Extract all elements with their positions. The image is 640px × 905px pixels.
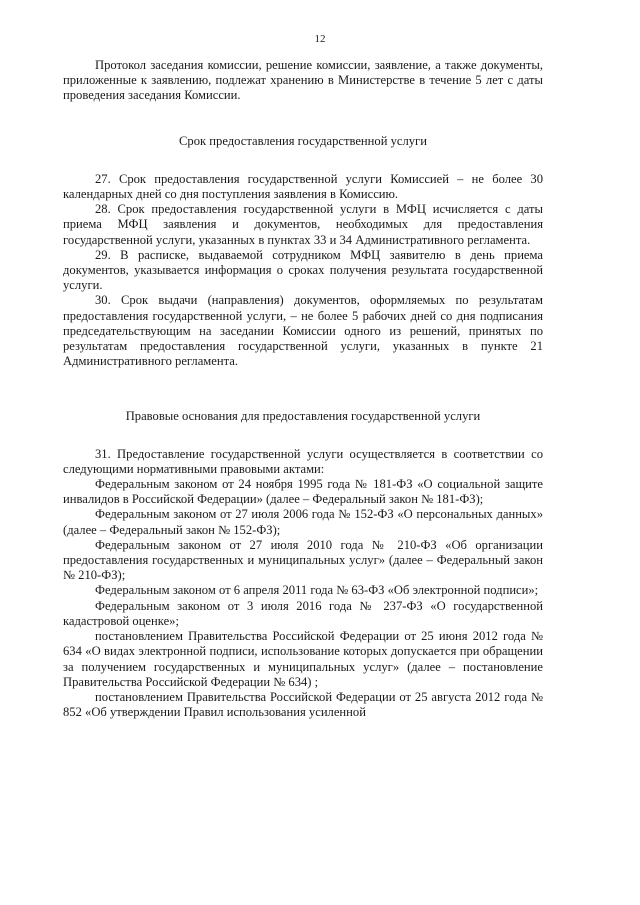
paragraph-31: 31. Предоставление государственной услуги осуществляется в соответствии со следующими нормативными правовыми актами: (63, 446, 543, 476)
legal-act-181-fz: Федеральным законом от 24 ноября 1995 года № 181-ФЗ «О социальной защите инвалидов в Российской Федерации» (далее – Федеральный закон № 181-ФЗ); (63, 477, 543, 507)
legal-act-resolution-852: постановлением Правительства Российской Федерации от 25 августа 2012 года № 852 «Об утверждении Правил использования усиленной (63, 689, 543, 720)
legal-act-152-fz: Федеральным законом от 27 июля 2006 года № 152-ФЗ «О персональных данных» (далее – Федеральный закон № 152-ФЗ); (63, 507, 543, 537)
paragraph-protocol-storage: Протокол заседания комиссии, решение комиссии, заявление, а также документы, приложенные к заявлению, подлежат хранению в Министерстве в течение 5 лет с даты проведения заседания Комиссии. (63, 58, 543, 103)
paragraph-28: 28. Срок предоставления государственной услуги в МФЦ исчисляется с даты приема МФЦ заявления и документов, необходимых для предоставления государственной услуги, указанных в пунктах 33 и 34 Административного регламента. (63, 202, 543, 247)
page-number: 12 (314, 33, 326, 45)
paragraph-30: 30. Срок выдачи (направления) документов, оформляемых по результатам предоставления государственной услуги, – не более 5 рабочих дней со дня подписания председательствующим на заседании Комиссии одного из решений, принятых по результатам предоставления государственной услуги, указанных в пункте 21 Административного регламента. (63, 293, 543, 369)
legal-act-210-fz: Федеральным законом от 27 июля 2010 года № 210-ФЗ «Об организации предоставления государственных и муниципальных услуг» (далее – Федеральный закон № 210-ФЗ); (63, 537, 543, 583)
legal-act-resolution-634: постановлением Правительства Российской Федерации от 25 июня 2012 года № 634 «О видах электронной подписи, использование которых допускается при обращении за получением государственных и муниципальных услуг» (далее – постановление Правительства Российской Федерации № 634) ; (63, 629, 543, 689)
section-heading-legal-basis: Правовые основания для предоставления государственной услуги (125, 409, 481, 424)
paragraph-29: 29. В расписке, выдаваемой сотрудником МФЦ заявителю в день приема документов, указывается информация о сроках получения результата государственной услуги. (63, 247, 543, 293)
paragraph-27: 27. Срок предоставления государственной услуги Комиссией – не более 30 календарных дней со дня поступления заявления в Комиссию. (63, 171, 543, 202)
section-heading-service-term: Срок предоставления государственной услуги (179, 133, 427, 148)
document-body (63, 58, 543, 720)
legal-act-63-fz: Федеральным законом от 6 апреля 2011 года № 63-ФЗ «Об электронной подписи»; (95, 583, 539, 598)
legal-act-237-fz: Федеральным законом от 3 июля 2016 года № 237-ФЗ «О государственной кадастровой оценке»; (63, 598, 543, 628)
